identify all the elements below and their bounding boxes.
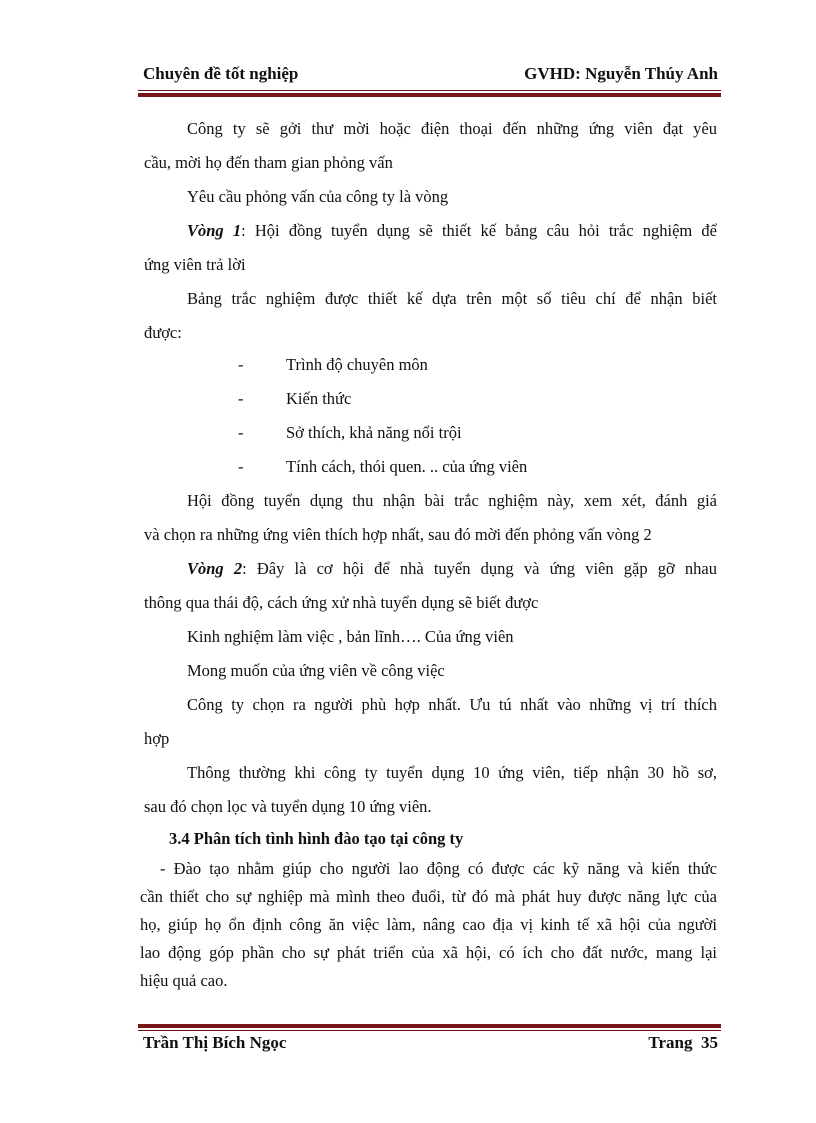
page-footer [143, 1033, 718, 1057]
paragraph-line: và chọn ra những ứng viên thích hợp nhất, sau đó mời đến phỏng vấn vòng 2 [144, 525, 652, 544]
paragraph-line: ứng viên trả lời [144, 255, 246, 274]
round-1-label: Vòng 1 [187, 221, 242, 240]
paragraph-line: Kinh nghiệm làm việc , bản lĩnh…. Của ứng viên [187, 627, 514, 646]
list-item: Kiến thức [286, 389, 352, 408]
bullet-marker: - [238, 355, 244, 374]
paragraph-line: lao động góp phần cho sự phát triển của xã hội, có ích cho đất nước, mang lại [140, 943, 717, 962]
header-supervisor: GVHD: Nguyễn Thúy Anh [524, 64, 718, 83]
page-number-label: Trang 35 [648, 1033, 718, 1052]
paragraph-line: thông qua thái độ, cách ứng xử nhà tuyển dụng sẽ biết được [144, 593, 539, 612]
round-2-label: Vòng 2 [187, 559, 243, 578]
paragraph-line: Mong muốn của ứng viên về công việc [187, 661, 445, 680]
paragraph-line: Thông thường khi công ty tuyển dụng 10 ứng viên, tiếp nhận 30 hồ sơ, [187, 763, 717, 782]
list-item: Sở thích, khả năng nổi trội [286, 423, 462, 442]
footer-rule-thick [138, 1024, 721, 1028]
page-number: 35 [701, 1033, 718, 1052]
bullet-marker: - [238, 457, 244, 476]
footer-author: Trần Thị Bích Ngọc [143, 1033, 287, 1052]
footer-rule-thin [138, 1030, 721, 1031]
header-document-title: Chuyên đề tốt nghiệp [143, 64, 299, 83]
paragraph-line: cần thiết cho sự nghiệp mà mình theo đuổi, từ đó mà phát huy được năng lực của [140, 887, 717, 906]
paragraph-line: Vòng 1: Hội đồng tuyển dụng sẽ thiết kế bảng câu hỏi trắc nghiệm để [187, 221, 718, 240]
list-item: Tính cách, thói quen. .. của ứng viên [286, 457, 528, 476]
paragraph-line: Công ty sẽ gởi thư mời hoặc điện thoại đến những ứng viên đạt yêu [187, 119, 717, 138]
paragraph-line: họ, giúp họ ổn định công ăn việc làm, nâng cao địa vị kinh tế xã hội của người [140, 915, 717, 934]
header-rule-thick [138, 93, 721, 97]
paragraph-line: cầu, mời họ đến tham gian phỏng vấn [144, 153, 393, 172]
paragraph-line: Bảng trắc nghiệm được thiết kế dựa trên một số tiêu chí để nhận biết [187, 289, 717, 308]
page-header [143, 64, 718, 88]
paragraph-line: Hội đồng tuyển dụng thu nhận bài trắc nghiệm này, xem xét, đánh giá [187, 491, 717, 510]
paragraph-line: Công ty chọn ra người phù hợp nhất. Ưu tú nhất vào những vị trí thích [187, 695, 717, 714]
bullet-marker: - [238, 423, 244, 442]
list-item: Trình độ chuyên môn [286, 355, 428, 374]
section-heading: 3.4 Phân tích tình hình đào tạo tại công ty [169, 829, 464, 848]
header-rule-thin [138, 90, 721, 91]
paragraph-line: Vòng 2: Đây là cơ hội để nhà tuyển dụng và ứng viên gặp gỡ nhau [187, 559, 717, 578]
paragraph-line: - Đào tạo nhằm giúp cho người lao động có được các kỹ năng và kiến thức [160, 859, 717, 878]
paragraph-line: hợp [144, 729, 170, 748]
paragraph-line: được: [144, 323, 182, 342]
paragraph-line: Yêu cầu phỏng vấn của công ty là vòng [187, 187, 449, 206]
paragraph-line: sau đó chọn lọc và tuyển dụng 10 ứng viên. [144, 797, 432, 816]
paragraph-line: hiệu quả cao. [140, 971, 228, 990]
bullet-marker: - [238, 389, 244, 408]
